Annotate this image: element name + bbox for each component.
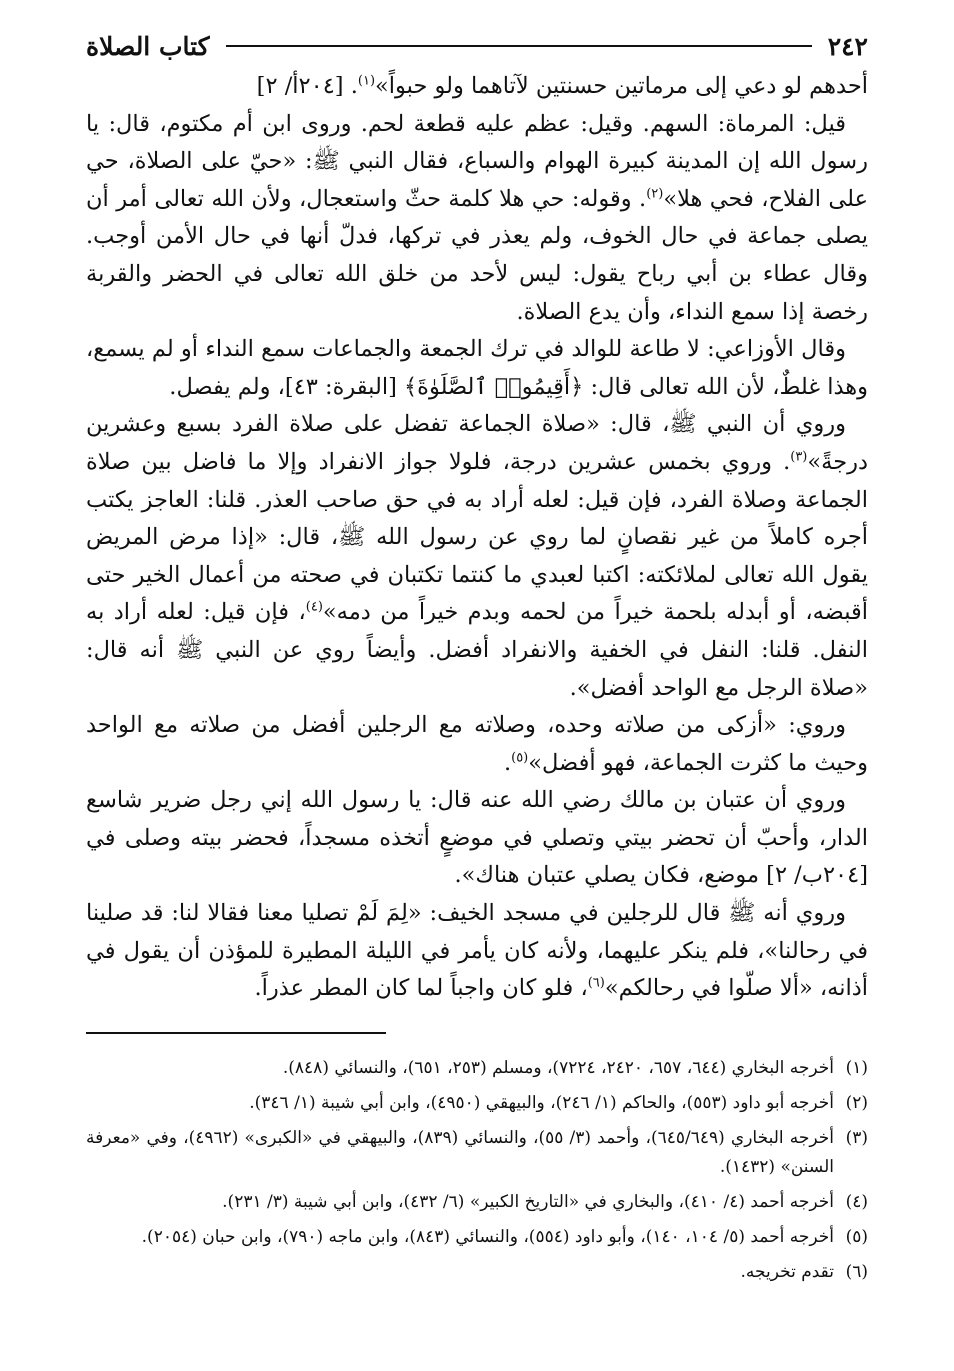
paragraph-text: . [٢٠٤أ/ ٢] <box>256 73 358 99</box>
main-text <box>86 68 868 1008</box>
footnote-number: (٢) <box>845 1092 868 1113</box>
footnotes <box>86 1054 868 1287</box>
footnote-marker[interactable]: (٣) <box>790 449 808 465</box>
footnote <box>86 1089 868 1118</box>
paragraph-text: . وروي بخمس عشرين درجة، فلولا جواز الانفراد وإلا ما فاضل بين صلاة الجماعة وصلاة الفرد، فإن قيل: لعله أراد به في حق صاحب العذر. قلنا: العاجز يكتب أجره كاملاً من غير نقصانٍ لما روي عن رسول الله ﷺ، قال: «إذا مرض المريض يقول الله تعالى لملائكته: اكتبا لعبدي ما كنتما تكتبان في صحته من أعمال الخير حتى أقبضه، أو أبدله بلحمة خيراً من لحمه وبدم خيراً من دمه» <box>86 448 868 626</box>
paragraph-text: وقال الأوزاعي: لا طاعة للوالد في ترك الجمعة والجماعات سمع النداء أو لم يسمع، وهذا غلطٌ، لأن الله تعالى قال: ﴿أَقِيمُوا۟ ٱلصَّلَوٰةَ﴾ [البقرة: ٤٣]، ولم يفصل. <box>86 336 868 400</box>
paragraph-text: ، فلو كان واجباً لما كان المطر عذراً. <box>254 975 588 1002</box>
page-number: ٢٤٢ <box>827 31 868 61</box>
footnote-number: (٦) <box>845 1261 868 1282</box>
footnote-marker[interactable]: (٤) <box>305 599 323 615</box>
paragraph-text: وروي أن عتبان بن مالك رضي الله عنه قال: يا رسول الله إني رجل ضرير شاسع الدار، وأحبّ أن تحضر بيتي وتصلي في موضعٍ أتخذه مسجداً، فحضر بيته وصلى في [٢٠٤ب/ ٢] موضع، فكان يصلي عتبان هناك». <box>86 787 868 889</box>
footnote-number: (٣) <box>845 1127 868 1148</box>
paragraph <box>86 331 868 406</box>
paragraph <box>86 707 868 782</box>
footnote-text: أخرجه أحمد (٥/ ١٠٤، ١٤٠)، وأبو داود (٥٥٤)، والنسائي (٨٤٣)، وابن ماجه (٧٩٠)، وابن حبان (٢٠٥٤). <box>141 1226 834 1247</box>
footnote-number: (٤) <box>845 1191 868 1212</box>
paragraph <box>86 68 868 106</box>
paragraph-text: . <box>503 749 512 776</box>
running-header <box>86 26 868 66</box>
footnote-marker[interactable]: (٦) <box>587 975 605 991</box>
footnote-marker[interactable]: (٥) <box>511 750 529 766</box>
paragraph-text: وروي أن النبي ﷺ، قال: «صلاة الجماعة تفضل على صلاة الفرد بسبع وعشرين درجةً» <box>86 411 868 475</box>
paragraph <box>86 895 868 1008</box>
footnote-number: (١) <box>845 1057 868 1078</box>
paragraph-text: وروي أنه ﷺ قال للرجلين في مسجد الخيف: «لِمَ لَمْ تصليا معنا فقالا لنا: قد صلينا في رحالنا»، فلم ينكر عليهما، ولأنه كان يأمر في الليلة المطيرة للمؤذن أن يقول في أذانه، «ألا صلّوا في رحالكم» <box>86 900 868 1002</box>
paragraph-text: . وقوله: حي هلا كلمة حثّ واستعجال، ولأن الله تعالى أمر أن يصلى جماعة في حال الخوف، ولم يعذر في تركها، فدلّ أنها في حال الأمن أوجب. وقال عطاء بن أبي رباح يقول: ليس لأحد من خلق الله تعالى في الحضر والقربة رخصة إذا سمع النداء، وأن يدع الصلاة. <box>86 185 868 325</box>
footnote <box>86 1188 868 1217</box>
footnote <box>86 1223 868 1252</box>
footnote-marker[interactable]: (١) <box>357 73 376 89</box>
footnote-number: (٥) <box>845 1226 868 1247</box>
footnote-marker[interactable]: (٢) <box>646 186 664 202</box>
paragraph-text: وروي: «أزكى من صلاته وحده، وصلاته مع الرجلين أفضل من صلاته مع الواحد وحيث ما كثرت الجماعة، فهو أفضل» <box>86 712 868 776</box>
footnote-text: تقدم تخريجه. <box>740 1261 834 1282</box>
footnote-text: أخرجه أبو داود (٥٥٣)، والحاكم (١/ ٢٤٦)، والبيهقي (٤٩٥٠)، وابن أبي شيبة (١/ ٣٤٦). <box>249 1092 834 1113</box>
paragraph-text: قيل: المرماة: السهم. وقيل: عظم عليه قطعة لحم. وروى ابن أم مكتوم، قال: يا رسول الله إن المدينة كبيرة الهوام والسباع، فقال النبي ﷺ: «حيّ على الصلاة، حي على الفلاح، فحي هلا» <box>86 110 868 212</box>
header-rule <box>226 45 812 47</box>
footnote-text: أخرجه البخاري (٦٤٤، ٦٥٧، ٢٤٢٠، ٧٢٢٤)، ومسلم (٢٥٣، ٦٥١)، والنسائي (٨٤٨). <box>282 1057 834 1078</box>
paragraph <box>86 106 868 332</box>
book-page <box>86 26 868 1293</box>
footnote-separator <box>86 1032 386 1034</box>
paragraph <box>86 406 868 707</box>
paragraph <box>86 782 868 895</box>
paragraph-text: ، فإن قيل: لعله أراد به النفل. قلنا: النفل في الخفية والانفراد أفضل. وأيضاً روي عن النبي ﷺ أنه قال: «صلاة الرجل مع الواحد أفضل». <box>86 599 868 701</box>
footnote-text: أخرجه البخاري (٦٤٥/٦٤٩)، وأحمد (٣/ ٥٥)، والنسائي (٨٣٩)، والبيهقي في «الكبرى» (٤٩٦٢)، وفي «معرفة السنن» (١٤٣٢). <box>86 1127 834 1177</box>
paragraph-text: أحدهم لو دعي إلى مرماتين حسنتين لآتاهما ولو حبواً» <box>375 73 868 99</box>
chapter-title: كتاب الصلاة <box>86 31 210 61</box>
footnote-text: أخرجه أحمد (٤/ ٤١٠)، والبخاري في «التاريخ الكبير» (٦/ ٤٣٢)، وابن أبي شيبة (٣/ ٢٣١). <box>222 1191 834 1212</box>
footnote <box>86 1258 868 1287</box>
footnote <box>86 1054 868 1083</box>
footnote <box>86 1124 868 1182</box>
